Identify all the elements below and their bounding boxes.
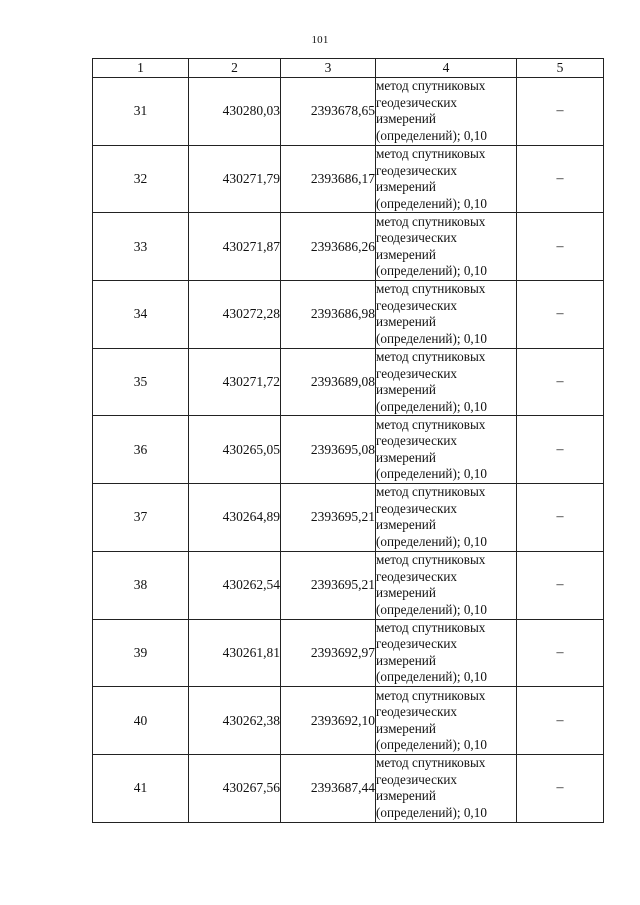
y-coordinate-cell: 2393678,65 bbox=[281, 78, 376, 146]
method-text-line: метод спутниковых bbox=[376, 484, 486, 500]
method-text-line: геодезических bbox=[376, 568, 458, 584]
method-text-line: метод спутниковых bbox=[376, 552, 486, 568]
method-text-line: (определений); 0,10 bbox=[376, 533, 487, 549]
method-text-line: метод спутниковых bbox=[376, 349, 486, 365]
method-cell bbox=[376, 78, 517, 146]
column-5-cell: – bbox=[517, 551, 604, 619]
method-text-line: (определений); 0,10 bbox=[376, 330, 487, 346]
x-coordinate-cell: 430262,54 bbox=[189, 551, 281, 619]
point-number-cell: 35 bbox=[93, 348, 189, 416]
method-text-line: измерений bbox=[376, 788, 436, 804]
header-row bbox=[93, 59, 604, 78]
table-row bbox=[93, 619, 604, 687]
y-coordinate-cell: 2393686,17 bbox=[281, 145, 376, 213]
method-text-line: метод спутниковых bbox=[376, 213, 486, 229]
method-cell bbox=[376, 687, 517, 755]
point-number-cell: 32 bbox=[93, 145, 189, 213]
method-text-line: (определений); 0,10 bbox=[376, 398, 487, 414]
method-text-line: геодезических bbox=[376, 230, 458, 246]
method-text-line: геодезических bbox=[376, 94, 458, 110]
y-coordinate-cell: 2393686,98 bbox=[281, 281, 376, 349]
y-coordinate-cell: 2393695,21 bbox=[281, 551, 376, 619]
column-5-cell: – bbox=[517, 484, 604, 552]
table-row bbox=[93, 687, 604, 755]
header-col-3: 3 bbox=[281, 59, 376, 78]
header-col-4: 4 bbox=[376, 59, 517, 78]
method-text-line: (определений); 0,10 bbox=[376, 804, 487, 820]
method-text-line: (определений); 0,10 bbox=[376, 195, 487, 211]
method-text-line: геодезических bbox=[376, 704, 458, 720]
column-5-cell: – bbox=[517, 348, 604, 416]
x-coordinate-cell: 430271,72 bbox=[189, 348, 281, 416]
y-coordinate-cell: 2393692,97 bbox=[281, 619, 376, 687]
column-5-cell: – bbox=[517, 281, 604, 349]
x-coordinate-cell: 430265,05 bbox=[189, 416, 281, 484]
method-text-line: измерений bbox=[376, 111, 436, 127]
x-coordinate-cell: 430261,81 bbox=[189, 619, 281, 687]
method-text-line: измерений bbox=[376, 314, 436, 330]
y-coordinate-cell: 2393689,08 bbox=[281, 348, 376, 416]
method-cell bbox=[376, 145, 517, 213]
column-5-cell: – bbox=[517, 78, 604, 146]
method-text-line: метод спутниковых bbox=[376, 281, 486, 297]
method-text-line: измерений bbox=[376, 449, 436, 465]
method-text-line: геодезических bbox=[376, 162, 458, 178]
point-number-cell: 38 bbox=[93, 551, 189, 619]
page-number: 101 bbox=[311, 34, 329, 46]
table-row bbox=[93, 551, 604, 619]
table-row bbox=[93, 281, 604, 349]
method-text-line: измерений bbox=[376, 652, 436, 668]
method-text-line: геодезических bbox=[376, 771, 458, 787]
method-text-line: измерений bbox=[376, 585, 436, 601]
method-text-line: (определений); 0,10 bbox=[376, 737, 487, 753]
table-row bbox=[93, 416, 604, 484]
table-row bbox=[93, 484, 604, 552]
x-coordinate-cell: 430264,89 bbox=[189, 484, 281, 552]
method-text-line: измерений bbox=[376, 179, 436, 195]
x-coordinate-cell: 430272,28 bbox=[189, 281, 281, 349]
table-row bbox=[93, 348, 604, 416]
header-col-2: 2 bbox=[189, 59, 281, 78]
point-number-cell: 40 bbox=[93, 687, 189, 755]
method-cell bbox=[376, 484, 517, 552]
point-number-cell: 41 bbox=[93, 754, 189, 822]
point-number-cell: 39 bbox=[93, 619, 189, 687]
method-text-line: геодезических bbox=[376, 433, 458, 449]
method-text-line: геодезических bbox=[376, 636, 458, 652]
coordinates-table bbox=[92, 58, 604, 823]
method-text-line: (определений); 0,10 bbox=[376, 466, 487, 482]
method-text-line: (определений); 0,10 bbox=[376, 127, 487, 143]
method-cell bbox=[376, 213, 517, 281]
method-cell bbox=[376, 281, 517, 349]
y-coordinate-cell: 2393695,08 bbox=[281, 416, 376, 484]
method-cell bbox=[376, 348, 517, 416]
column-5-cell: – bbox=[517, 145, 604, 213]
method-text-line: (определений); 0,10 bbox=[376, 669, 487, 685]
method-text-line: (определений); 0,10 bbox=[376, 601, 487, 617]
y-coordinate-cell: 2393695,21 bbox=[281, 484, 376, 552]
method-text-line: (определений); 0,10 bbox=[376, 263, 487, 279]
method-text-line: метод спутниковых bbox=[376, 416, 486, 432]
method-cell bbox=[376, 754, 517, 822]
table-row bbox=[93, 78, 604, 146]
x-coordinate-cell: 430271,79 bbox=[189, 145, 281, 213]
method-text-line: измерений bbox=[376, 720, 436, 736]
header-col-5: 5 bbox=[517, 59, 604, 78]
table-row bbox=[93, 213, 604, 281]
method-text-line: метод спутниковых bbox=[376, 619, 486, 635]
column-5-cell: – bbox=[517, 754, 604, 822]
x-coordinate-cell: 430271,87 bbox=[189, 213, 281, 281]
method-text-line: измерений bbox=[376, 382, 436, 398]
method-text-line: метод спутниковых bbox=[376, 78, 486, 94]
method-text-line: измерений bbox=[376, 246, 436, 262]
point-number-cell: 31 bbox=[93, 78, 189, 146]
method-text-line: метод спутниковых bbox=[376, 755, 486, 771]
method-cell bbox=[376, 551, 517, 619]
method-cell bbox=[376, 619, 517, 687]
column-5-cell: – bbox=[517, 619, 604, 687]
method-cell bbox=[376, 416, 517, 484]
method-text-line: метод спутниковых bbox=[376, 146, 486, 162]
method-text-line: измерений bbox=[376, 517, 436, 533]
x-coordinate-cell: 430280,03 bbox=[189, 78, 281, 146]
point-number-cell: 37 bbox=[93, 484, 189, 552]
method-text-line: геодезических bbox=[376, 297, 458, 313]
point-number-cell: 33 bbox=[93, 213, 189, 281]
table-row bbox=[93, 145, 604, 213]
y-coordinate-cell: 2393692,10 bbox=[281, 687, 376, 755]
column-5-cell: – bbox=[517, 213, 604, 281]
method-text-line: геодезических bbox=[376, 500, 458, 516]
method-text-line: геодезических bbox=[376, 365, 458, 381]
x-coordinate-cell: 430267,56 bbox=[189, 754, 281, 822]
column-5-cell: – bbox=[517, 416, 604, 484]
table-row bbox=[93, 754, 604, 822]
method-text-line: метод спутниковых bbox=[376, 687, 486, 703]
column-5-cell: – bbox=[517, 687, 604, 755]
header-col-1: 1 bbox=[93, 59, 189, 78]
y-coordinate-cell: 2393687,44 bbox=[281, 754, 376, 822]
x-coordinate-cell: 430262,38 bbox=[189, 687, 281, 755]
point-number-cell: 34 bbox=[93, 281, 189, 349]
point-number-cell: 36 bbox=[93, 416, 189, 484]
y-coordinate-cell: 2393686,26 bbox=[281, 213, 376, 281]
